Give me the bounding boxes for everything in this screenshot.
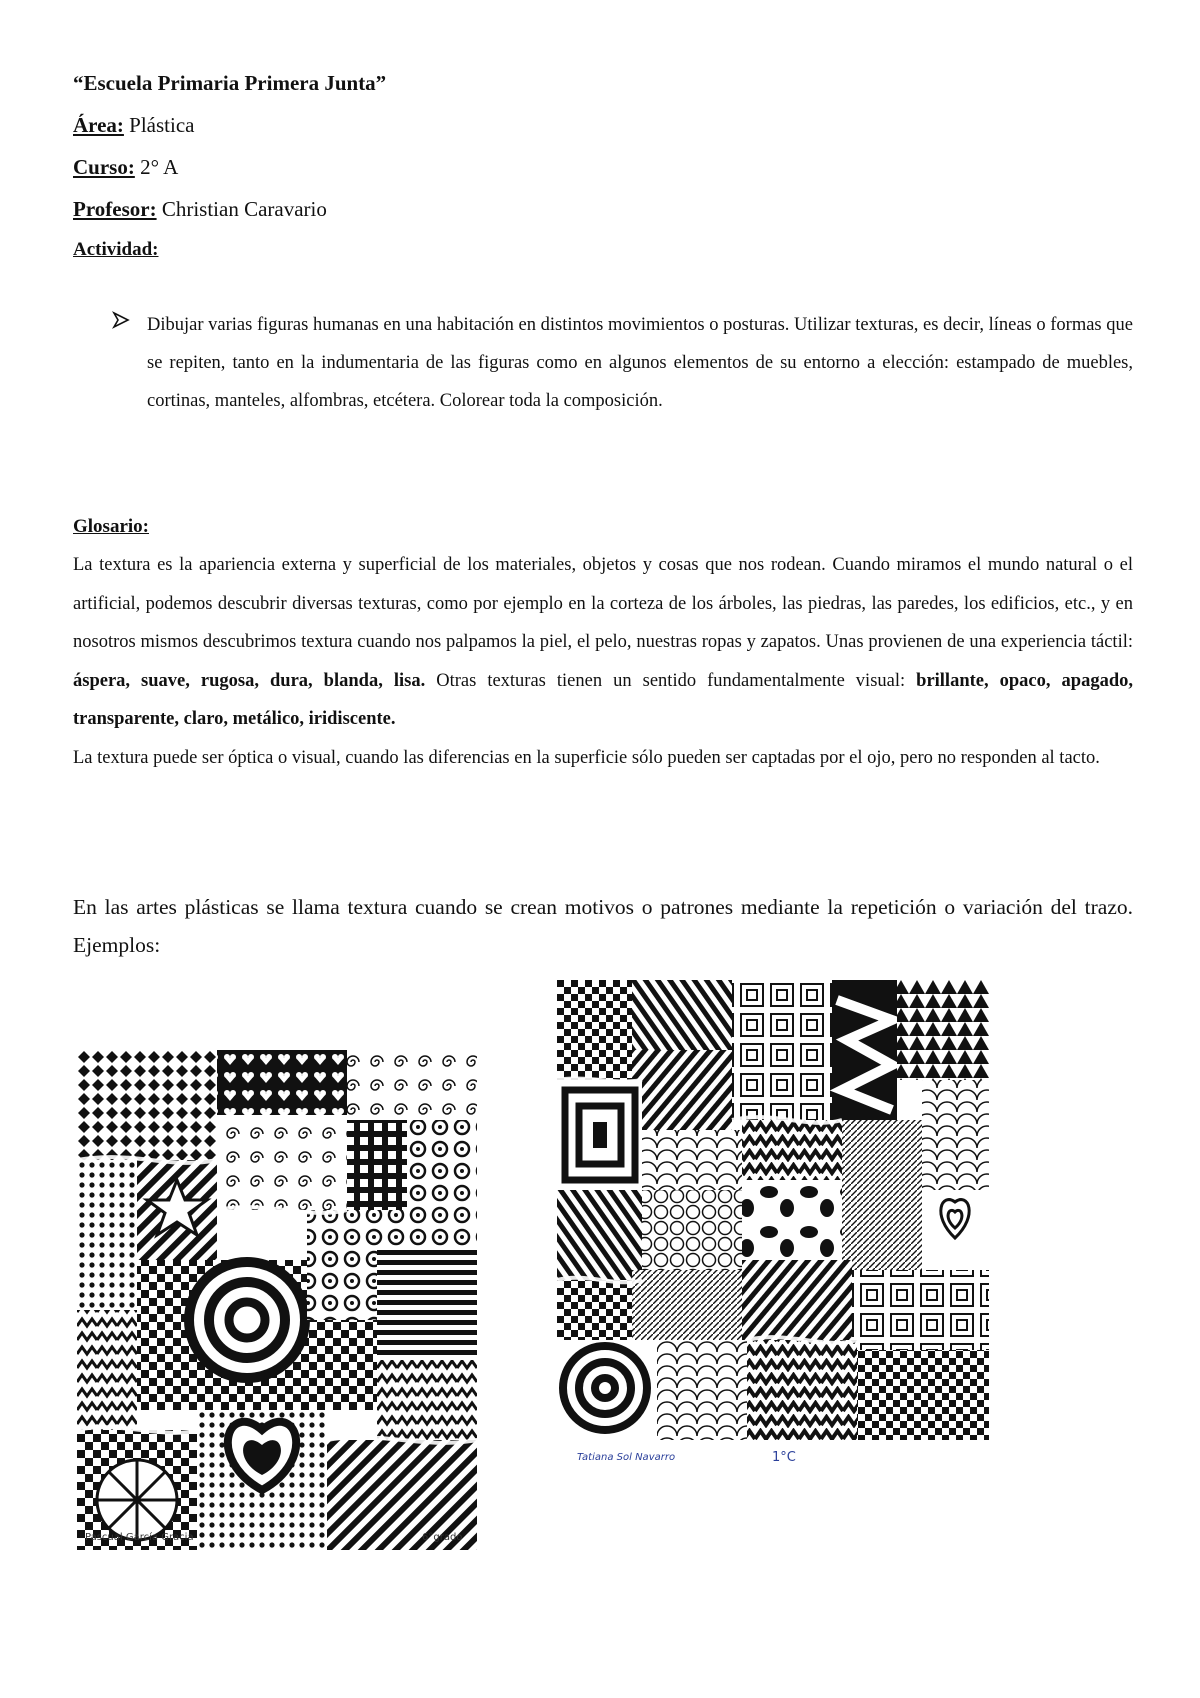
activity-text: Dibujar varias figuras humanas en una habitación en distintos movimientos o posturas. Utilizar texturas, es decir, líneas o formas que se repiten, tanto en la indumentaria de las figuras como en algunos elementos de su entorno a elección: estampado de muebles, cortinas, manteles, alfombras, etcétera. Colorear toda la composición. bbox=[147, 315, 1133, 411]
intro-paragraph: En las artes plásticas se llama textura cuando se crean motivos o patrones mediante la repetición o variación del trazo. Ejemplos: bbox=[73, 895, 1133, 957]
glossary-p1-a: La textura es la apariencia externa y superficial de los materiales, objetos y cosas que nos rodean. Cuando miramos el mundo natural o el artificial, podemos descubrir diversas texturas, como por ejemplo en la corteza de los árboles, las piedras, las paredes, los edificios, etc., y en nosotros mismos descubrimos textura cuando nos palpamos la piel, el pelo, nuestras ropas y zapatos. Unas provienen de una experiencia táctil: bbox=[73, 555, 1133, 652]
area-value: Plástica bbox=[123, 113, 195, 137]
course-value: 2° A bbox=[134, 155, 179, 179]
school-title: “Escuela Primaria Primera Junta” bbox=[73, 71, 387, 95]
course-line bbox=[73, 146, 1133, 188]
activity-label: Actividad: bbox=[73, 239, 159, 260]
glossary-paragraph-1 bbox=[73, 546, 1133, 739]
teacher-line bbox=[73, 188, 1133, 230]
glossary-visual-terms: brillante, opaco, apagado, transparente, claro, metálico, iridiscente. bbox=[73, 670, 1133, 729]
texture-artwork-right bbox=[557, 980, 989, 1485]
teacher-value: Christian Caravario bbox=[156, 197, 327, 221]
right-signature: Tatiana Sol Navarro bbox=[577, 1452, 676, 1463]
teacher-label: Profesor: bbox=[73, 197, 157, 221]
course-label: Curso: bbox=[73, 155, 135, 179]
area-label: Área: bbox=[73, 113, 124, 137]
document-page bbox=[73, 62, 1133, 957]
texture-drawing-right bbox=[557, 980, 989, 1440]
right-grade: 1°C bbox=[772, 1450, 796, 1465]
glossary-section bbox=[73, 508, 1133, 777]
glossary-title: Glosario: bbox=[73, 516, 149, 537]
activity-bullet bbox=[111, 306, 1133, 420]
texture-drawing-left bbox=[77, 1050, 477, 1550]
left-grade: 6°grado bbox=[422, 1532, 463, 1543]
glossary-tactile-terms: áspera, suave, rugosa, dura, blanda, lisa. bbox=[73, 670, 426, 691]
glossary-p1-c: Otras texturas tienen un sentido fundamentalmente visual: bbox=[425, 670, 917, 691]
texture-artwork-left bbox=[77, 1050, 477, 1550]
left-signature: Pascual García Gracia bbox=[85, 1532, 194, 1543]
arrow-bullet-icon bbox=[111, 310, 131, 330]
area-line bbox=[73, 104, 1133, 146]
glossary-paragraph-2: La textura puede ser óptica o visual, cuando las diferencias en la superficie sólo pueden ser captadas por el ojo, pero no responden al tacto. bbox=[73, 747, 1100, 768]
